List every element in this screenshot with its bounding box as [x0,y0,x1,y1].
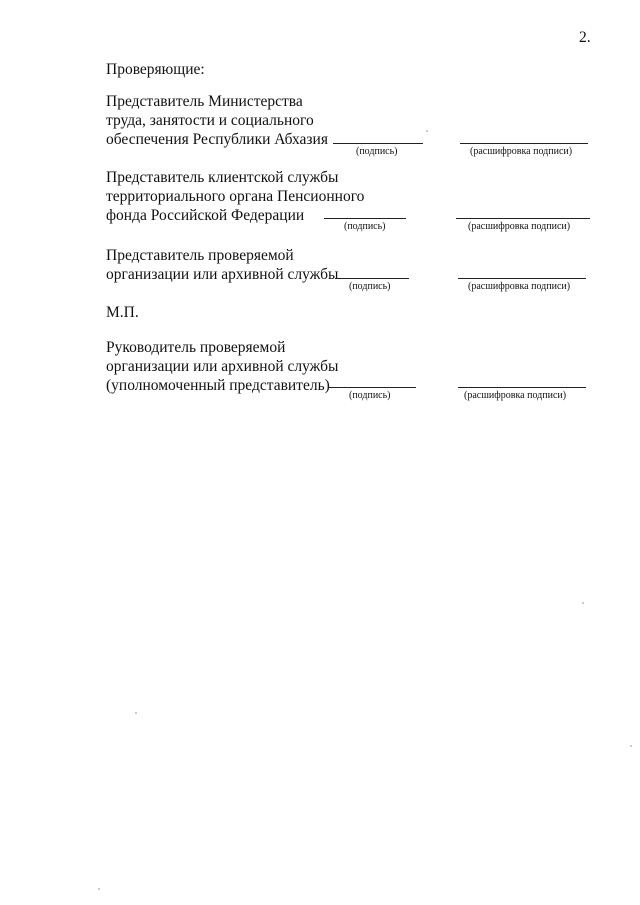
block-line: труда, занятости и социального [106,112,314,129]
scan-speck [98,888,100,890]
block-line: фонда Российской Федерации [106,207,305,224]
decryption-line [456,218,590,219]
signature-caption: (подпись) [349,390,391,401]
block-line: организации или архивной службы [106,358,339,375]
page-number: 2. [579,29,591,46]
signature-caption: (подпись) [344,221,386,232]
scan-speck [630,745,632,747]
scan-speck [426,130,428,132]
stamp-mark: М.П. [106,304,139,321]
block-line: Представитель Министерства [106,93,303,110]
signature-caption: (подпись) [356,146,398,157]
signature-line [328,387,416,388]
signature-line [335,278,409,279]
inspectors-heading: Проверяющие: [106,61,205,78]
decryption-caption: (расшифровка подписи) [468,281,571,292]
block-line: территориального органа Пенсионного [106,188,365,205]
decryption-line [458,278,586,279]
block-line: (уполномоченный представитель) [106,377,330,394]
signature-line [324,218,406,219]
block-line: организации или архивной службы [106,266,339,283]
signature-line [333,143,423,144]
block-line: Представитель проверяемой [106,247,294,264]
scan-speck [582,602,584,604]
decryption-caption: (расшифровка подписи) [464,390,567,401]
block-line: обеспечения Республики Абхазия [106,131,328,148]
block-line: Руководитель проверяемой [106,339,286,356]
block-line: Представитель клиентской службы [106,169,339,186]
scan-speck [135,712,137,714]
decryption-caption: (расшифровка подписи) [468,221,571,232]
decryption-line [458,387,586,388]
signature-caption: (подпись) [349,281,391,292]
decryption-line [460,143,588,144]
decryption-caption: (расшифровка подписи) [470,146,573,157]
